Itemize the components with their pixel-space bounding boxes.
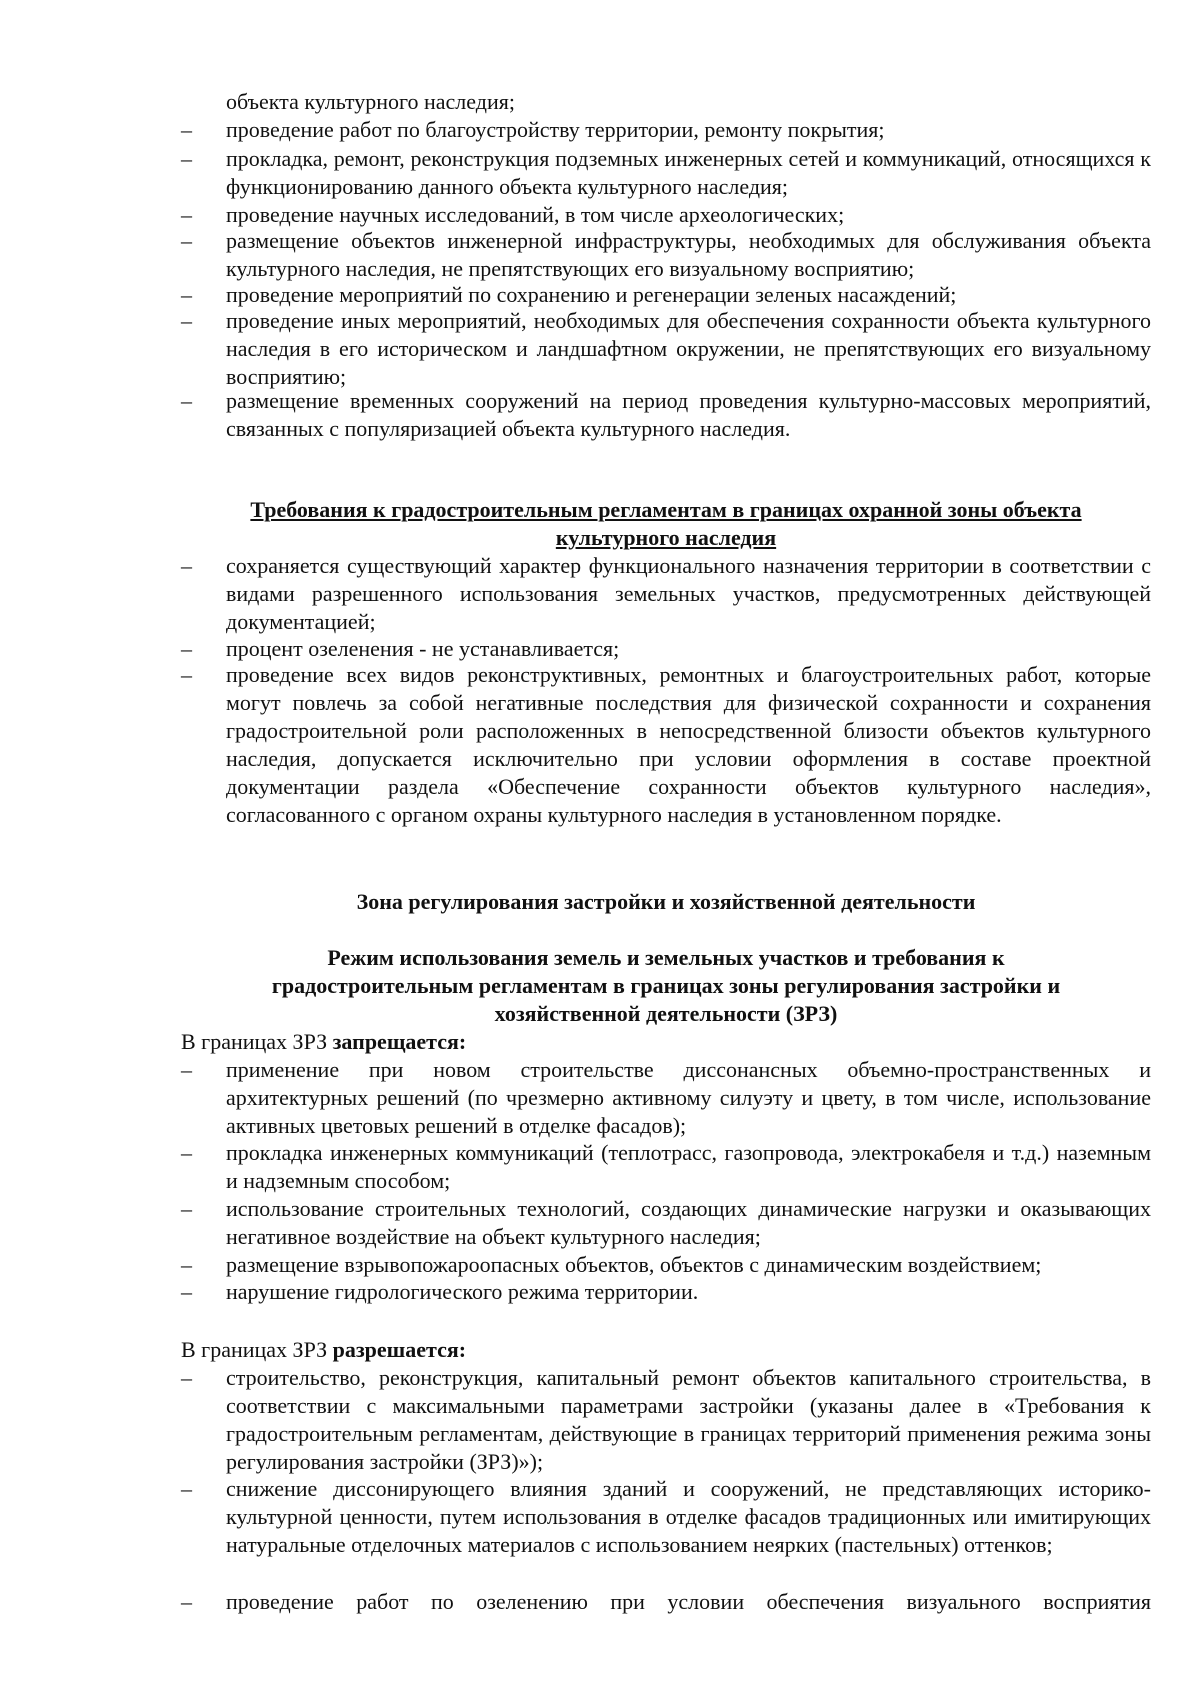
list-item: – строительство, реконструкция, капитальный ремонт объектов капитального строительства, в соответствии с максимальными параметрами застройки (указаны далее в «Требования к градостроительным регламентам, действующие в границах территорий применения режима зоны регулирования застройки (ЗРЗ)»); [181, 1365, 1151, 1474]
list-item: – прокладка инженерных коммуникаций (теплотрасс, газопровода, электрокабеля и т.д.) наземным и надземным способом; [181, 1140, 1151, 1193]
dash-marker: – [181, 1140, 192, 1165]
dash-marker: – [181, 553, 192, 578]
dash-marker: – [181, 202, 192, 227]
list-item: – использование строительных технологий, создающих динамические нагрузки и оказывающих негативное воздействие на объект культурного наследия; [181, 1196, 1151, 1249]
list-item: – размещение объектов инженерной инфраструктуры, необходимых для обслуживания объекта культурного наследия, не препятствующих его визуальному восприятию; [181, 228, 1151, 281]
dash-marker: – [181, 1365, 192, 1390]
dash-marker: – [181, 308, 192, 333]
list-item: – проведение работ по благоустройству территории, ремонту покрытия; [181, 117, 885, 142]
list-item: – проведение научных исследований, в том числе археологических; [181, 202, 845, 227]
list-item: – нарушение гидрологического режима территории. [181, 1279, 699, 1304]
protection-zone-requirements-list [0, 552, 1200, 857]
list-item: – размещение взрывопожароопасных объектов, объектов с динамическим воздействием; [181, 1252, 1042, 1277]
dash-marker: – [181, 1196, 192, 1221]
list-item: – сохраняется существующий характер функционального назначения территории в соответствии с видами разрешенного использования земельных участков, предусмотренных действующей документацией; [181, 553, 1151, 634]
continuation-line: объекта культурного наследия; [226, 89, 515, 114]
dash-marker: – [181, 1279, 192, 1304]
dash-marker: – [181, 1476, 192, 1501]
allowed-list [0, 1364, 1200, 1616]
dash-marker: – [181, 228, 192, 253]
regime-title: Режим использования земель и земельных участков и требования к градостроительным регламентам в границах зоны регулирования застройки и хозяйственной деятельности (ЗРЗ) [271, 945, 1061, 1026]
dash-marker: – [181, 1589, 192, 1614]
list-item: – проведение всех видов реконструктивных, ремонтных и благоустроительных работ, которые могут повлечь за собой негативные последствия для физической сохранности и сохранения градостроительной роли расположенных в непосредственной близости объектов культурного наследия, допускается исключительно при условии оформления в составе проектной документации раздела «Обеспечение сохранности объектов культурного наследия», согласованного с органом охраны культурного наследия в установленном порядке. [181, 662, 1151, 827]
allowed-intro: В границах ЗРЗ разрешается: [181, 1337, 467, 1362]
zone-title: Зона регулирования застройки и хозяйственной деятельности [356, 889, 976, 914]
dash-marker: – [181, 282, 192, 307]
list-item: – процент озеленения - не устанавливается; [181, 636, 620, 661]
section-heading-protection-zone: Требования к градостроительным регламентам в границах охранной зоны объекта культурного наследия [250, 497, 1082, 550]
prohibited-keyword: запрещается: [332, 1029, 467, 1054]
list-item: – проведение работ по озеленению при условии обеспечения визуального восприятия [181, 1589, 1151, 1614]
dash-marker: – [181, 636, 192, 661]
permitted-works-list [0, 116, 1200, 443]
dash-marker: – [181, 146, 192, 171]
dash-marker: – [181, 117, 192, 142]
list-item: – проведение мероприятий по сохранению и регенерации зеленых насаждений; [181, 282, 957, 307]
list-item: – снижение диссонирующего влияния зданий и сооружений, не представляющих историко-культурной ценности, путем использования в отделке фасадов традиционных или имитирующих натуральные отделочных материалов с использованием неярких (пастельных) оттенков; [181, 1476, 1151, 1557]
list-item: – прокладка, ремонт, реконструкция подземных инженерных сетей и коммуникаций, относящихся к функционированию данного объекта культурного наследия; [181, 146, 1151, 199]
dash-marker: – [181, 1057, 192, 1082]
prohibited-list [0, 1056, 1200, 1306]
list-item: – применение при новом строительстве диссонансных объемно-пространственных и архитектурных решений (по чрезмерно активному силуэту и цвету, в том числе, использование активных цветовых решений в отделке фасадов); [181, 1057, 1151, 1138]
list-item: – размещение временных сооружений на период проведения культурно-массовых мероприятий, связанных с популяризацией объекта культурного наследия. [181, 388, 1151, 441]
dash-marker: – [181, 388, 192, 413]
dash-marker: – [181, 662, 192, 687]
allowed-keyword: разрешается: [332, 1337, 467, 1362]
dash-marker: – [181, 1252, 192, 1277]
list-item: – проведение иных мероприятий, необходимых для обеспечения сохранности объекта культурного наследия в его историческом и ландшафтном окружении, не препятствующих его визуальному восприятию; [181, 308, 1151, 389]
prohibited-intro: В границах ЗРЗ запрещается: [181, 1029, 467, 1054]
